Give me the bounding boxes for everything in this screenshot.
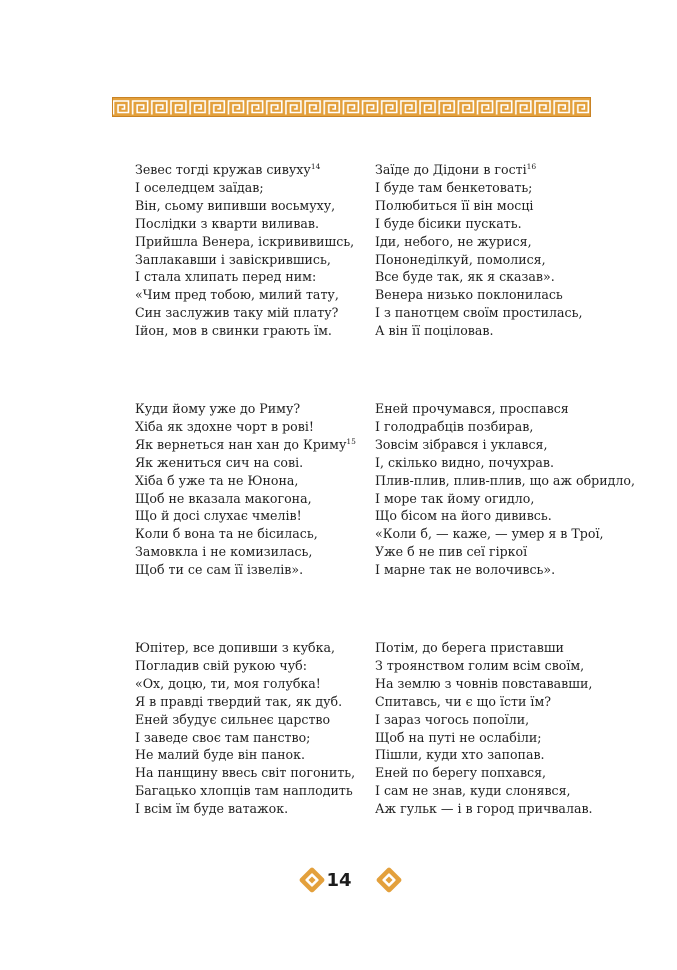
verse-line (135, 161, 354, 179)
verse-line-text: Коли б вона та не бісилась, (135, 526, 318, 542)
verse-line (135, 251, 354, 269)
verse-line-text: Хіба як здохне чорт в рові! (135, 418, 314, 434)
verse-line-text: Він, сьому випивши восьмуху, (135, 197, 336, 213)
verse-line (375, 746, 593, 764)
verse-line-text: Хіба б уже та не Юнона, (135, 472, 299, 488)
verse-line-text: Заплакавши і завіскрившись, (135, 251, 331, 267)
stanza-3 (135, 400, 356, 579)
verse-line (375, 251, 582, 269)
verse-line-text: Я в правді твердий так, як дуб. (135, 693, 343, 709)
verse-line (135, 693, 355, 711)
verse-line-text: Заїде до Дідони в гості (375, 162, 527, 177)
verse-line-text: І з панотцем своїм простилась, (375, 305, 583, 321)
verse-line (375, 436, 635, 454)
verse-line-text: Зевес тогді кружав сивуху (135, 162, 311, 177)
verse-line-text: І заведе своє там панство; (135, 729, 311, 745)
verse-line (375, 639, 593, 657)
verse-line-text: Погладив свій рукою чуб: (135, 657, 307, 673)
verse-line (135, 400, 356, 418)
verse-line-text: На панщину ввесь світ погонить, (135, 765, 356, 781)
verse-line (135, 304, 354, 322)
verse-line (135, 561, 356, 579)
verse-line-text: Щоб ти се сам її ізвелів». (135, 562, 304, 578)
verse-line-text: Багацько хлопців там наплодить (135, 783, 353, 799)
verse-line-text: І сам не знав, куди слонявся, (375, 783, 571, 799)
verse-line-text: Послідки з кварти виливав. (135, 215, 320, 231)
verse-line (135, 233, 354, 251)
verse-line-text: І буде там бенкетовать; (375, 179, 533, 195)
verse-line-text: Все буде так, як я сказав». (375, 269, 555, 285)
verse-line (135, 711, 355, 729)
verse-line-text: Венера низько поклонилась (375, 287, 563, 303)
verse-line (375, 322, 582, 340)
stanza-5 (135, 639, 355, 818)
verse-line (135, 454, 356, 472)
verse-line (135, 800, 355, 818)
verse-line-text: «Ох, доцю, ти, моя голубка! (135, 675, 321, 691)
footnote-marker: 14 (310, 162, 321, 171)
verse-line-text: «Чим пред тобою, милий тату, (135, 287, 339, 303)
verse-line (375, 472, 635, 490)
verse-line-text: Як вернеться нан хан до Криму (135, 436, 347, 452)
page-number: 14 (326, 870, 352, 891)
verse-line-text: Замовкла і не комизилась, (135, 544, 313, 560)
verse-line-text: Куди йому уже до Риму? (135, 401, 301, 416)
verse-line (135, 507, 356, 525)
verse-line-text: Аж гульк — і в город причвалав. (375, 801, 593, 817)
verse-line-text: Еней збудує сильнеє царство (135, 711, 331, 727)
verse-line-text: Пішли, куди хто запопав. (375, 747, 545, 763)
verse-line (375, 693, 593, 711)
verse-line (135, 472, 356, 490)
verse-line-text: Ійон, мов в свинки грають їм. (135, 323, 332, 339)
verse-line (135, 782, 355, 800)
verse-line-text: Не малий буде він панок. (135, 747, 306, 763)
verse-line (375, 215, 582, 233)
verse-line (135, 543, 356, 561)
verse-line (375, 233, 582, 251)
verse-line-text: І всім їм буде ватажок. (135, 801, 289, 817)
footnote-marker: 16 (526, 162, 537, 171)
verse-line (135, 729, 355, 747)
verse-line (375, 543, 635, 561)
verse-line-text: З троянством голим всім своїм, (375, 657, 585, 673)
verse-line (135, 746, 355, 764)
verse-line (375, 507, 635, 525)
page-footer (0, 866, 677, 896)
verse-line-text: І оселедцем заїдав; (135, 179, 264, 195)
verse-line (375, 800, 593, 818)
verse-line (135, 639, 355, 657)
verse-line (375, 161, 582, 179)
diamond-swirl-ornament-right-icon (376, 867, 402, 893)
verse-line-text: І зараз чогось попоїли, (375, 711, 530, 727)
verse-line-text: І марне так не волочивсь». (375, 562, 556, 578)
verse-line (375, 304, 582, 322)
verse-line-text: Син заслужив таку мій плату? (135, 305, 339, 321)
verse-line-text: І буде бісики пускать. (375, 215, 522, 231)
verse-line (135, 268, 354, 286)
verse-line-text: Уже б не пив сеї гіркої (375, 544, 528, 560)
verse-line-text: Еней прочумався, проспався (375, 401, 569, 416)
verse-line (135, 657, 355, 675)
verse-line-text: Як жениться сич на сові. (135, 454, 304, 470)
verse-line (135, 322, 354, 340)
stanza-6 (375, 639, 593, 818)
verse-line (135, 525, 356, 543)
verse-line-text: А він її поціловав. (375, 323, 494, 339)
verse-line-text: Іди, небого, не журися, (375, 233, 532, 249)
verse-line-text: «Коли б, — каже, — умер я в Трої, (375, 526, 604, 542)
verse-line (375, 525, 635, 543)
verse-line-text: Щоб не вказала макогона, (135, 490, 312, 506)
verse-line-text: І стала хлипать перед ним: (135, 269, 317, 285)
verse-line (375, 657, 593, 675)
verse-line-text: Що бісом на його дививсь. (375, 508, 552, 524)
verse-line-text: І голодрабців позбирав, (375, 418, 534, 434)
verse-line-text: Щоб на путі не ослабіли; (375, 729, 542, 745)
verse-line-text: Що й досі слухає чмелів! (135, 508, 302, 524)
verse-line-text: Прийшла Венера, іскрививишсь, (135, 233, 355, 249)
verse-line (135, 675, 355, 693)
verse-line (375, 711, 593, 729)
verse-line-text: І, скілько видно, почухрав. (375, 454, 554, 470)
verse-line-text: Полюбиться її він мосці (375, 197, 534, 213)
stanza-1 (135, 161, 354, 340)
verse-line (375, 454, 635, 472)
verse-line (375, 782, 593, 800)
verse-line (375, 286, 582, 304)
verse-line-text: Плив-плив, плив-плив, що аж обридло, (375, 472, 635, 488)
verse-line (375, 729, 593, 747)
verse-line-text: Зовсім зібрався і уклався, (375, 436, 548, 452)
greek-key-border (112, 97, 591, 117)
diamond-swirl-ornament-left-icon (299, 867, 325, 893)
verse-line (375, 179, 582, 197)
footnote-marker: 15 (346, 436, 356, 446)
verse-line (375, 561, 635, 579)
verse-line (375, 197, 582, 215)
verse-line (135, 286, 354, 304)
verse-line (135, 490, 356, 508)
verse-line (375, 764, 593, 782)
verse-line (375, 490, 635, 508)
verse-line (135, 436, 356, 454)
verse-line-text: Потім, до берега приставши (375, 640, 564, 655)
verse-line-text: Спитавсь, чи є що їсти їм? (375, 693, 551, 709)
verse-line (135, 179, 354, 197)
verse-line-text: Пононеділкуй, помолися, (375, 251, 546, 267)
stanza-2 (375, 161, 582, 340)
verse-line-text: Юпітер, все допивши з кубка, (135, 640, 335, 655)
verse-line (135, 215, 354, 233)
verse-line (135, 418, 356, 436)
verse-line-text: І море так йому огидло, (375, 490, 535, 506)
verse-line (375, 400, 635, 418)
verse-line (135, 764, 355, 782)
verse-line (375, 418, 635, 436)
verse-line (375, 268, 582, 286)
stanza-4 (375, 400, 635, 579)
verse-line (135, 197, 354, 215)
verse-line-text: На землю з човнів повстававши, (375, 675, 593, 691)
verse-line (375, 675, 593, 693)
verse-line-text: Еней по берегу попхався, (375, 765, 547, 781)
